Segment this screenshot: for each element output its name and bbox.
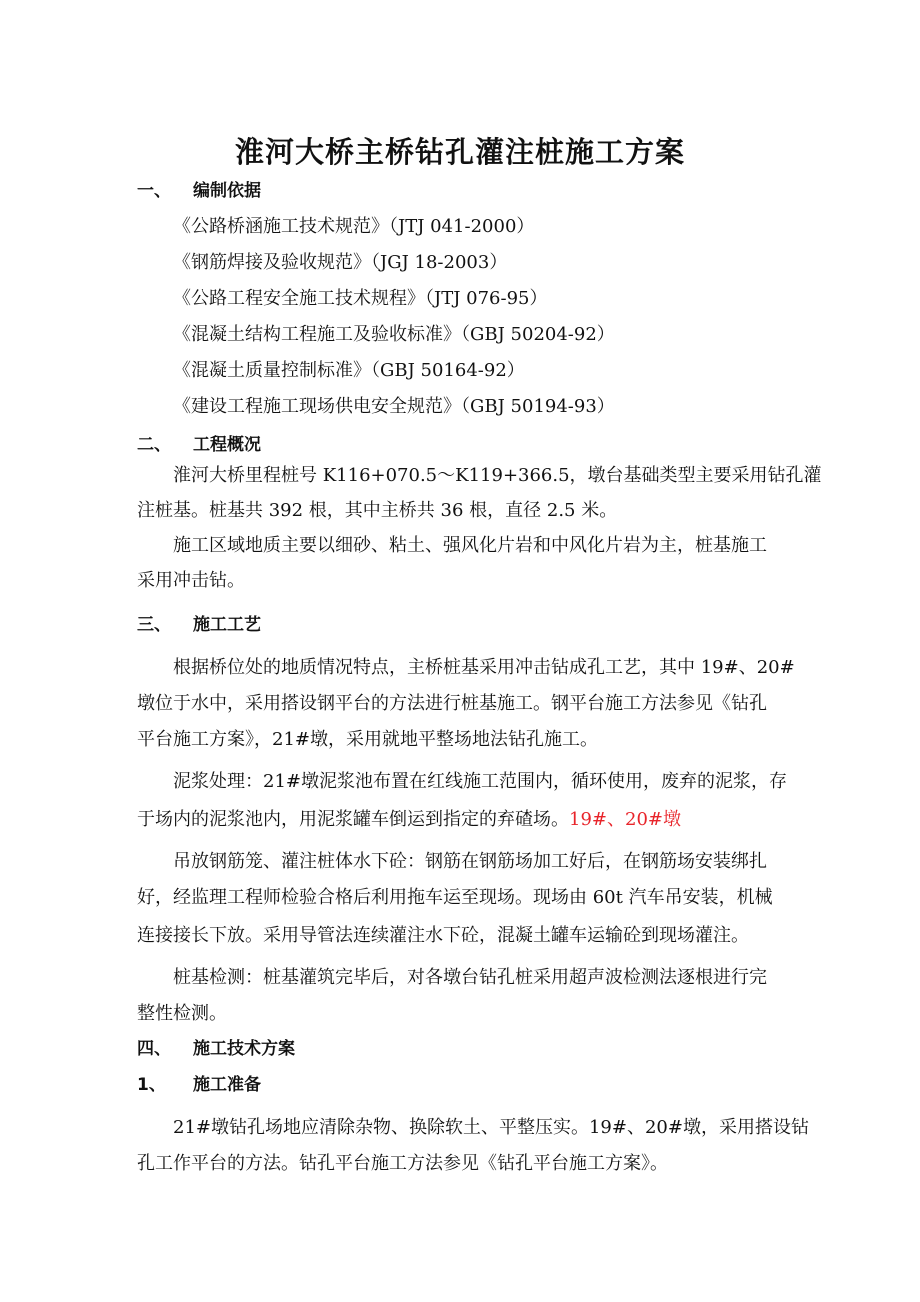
highlighted-text: 19#、20#墩 xyxy=(569,809,681,830)
paragraph-line: 施工区域地质主要以细砂、粘土、强风化片岩和中风化片岩为主，桩基施工 xyxy=(173,535,767,556)
paragraph-line: 连接接长下放。采用导管法连续灌注水下砼，混凝土罐车运输砼到现场灌注。 xyxy=(137,925,749,946)
section-number: 三、 xyxy=(137,615,171,635)
section-number: 一、 xyxy=(137,181,171,201)
paragraph-line: 桩基检测：桩基灌筑完毕后，对各墩台钻孔桩采用超声波检测法逐根进行完 xyxy=(173,967,767,988)
paragraph-line: 整性检测。 xyxy=(137,1003,227,1024)
section-heading-3 xyxy=(137,612,261,638)
section-heading-1 xyxy=(137,178,261,204)
paragraph-line: 墩位于水中，采用搭设钢平台的方法进行桩基施工。钢平台施工方法参见《钻孔 xyxy=(137,693,767,714)
document-title: 淮河大桥主桥钻孔灌注桩施工方案 xyxy=(234,135,685,169)
section-title: 编制依据 xyxy=(193,181,261,201)
section-number: 1、 xyxy=(137,1075,166,1095)
paragraph-line: 采用冲击钻。 xyxy=(137,570,245,591)
reference-item: 《钢筋焊接及验收规范》（JGJ 18-2003） xyxy=(173,252,508,273)
paragraph-line: 根据桥位处的地质情况特点，主桥桩基采用冲击钻成孔工艺，其中 19#、20# xyxy=(173,657,795,678)
paragraph-line: 平台施工方案》，21#墩，采用就地平整场地法钻孔施工。 xyxy=(137,729,598,750)
paragraph-line: 孔工作平台的方法。钻孔平台施工方法参见《钻孔平台施工方案》。 xyxy=(137,1153,668,1174)
paragraph-line: 好，经监理工程师检验合格后利用拖车运至现场。现场由 60t 汽车吊安装，机械 xyxy=(137,887,773,908)
section-heading-4 xyxy=(137,1036,295,1062)
section-title: 施工准备 xyxy=(193,1075,261,1095)
reference-item: 《公路桥涵施工技术规范》（JTJ 041-2000） xyxy=(173,216,535,237)
reference-item: 《建设工程施工现场供电安全规范》（GBJ 50194-93） xyxy=(173,396,615,417)
section-title: 工程概况 xyxy=(193,435,261,455)
reference-item: 《公路工程安全施工技术规程》（JTJ 076-95） xyxy=(173,288,548,309)
paragraph-line: 泥浆处理：21#墩泥浆池布置在红线施工范围内，循环使用，废弃的泥浆，存 xyxy=(173,771,787,792)
paragraph-text: 于场内的泥浆池内，用泥浆罐车倒运到指定的弃碴场。 xyxy=(137,809,569,830)
section-title: 施工工艺 xyxy=(193,615,261,635)
reference-item: 《混凝土结构工程施工及验收标准》（GBJ 50204-92） xyxy=(173,324,615,345)
reference-item: 《混凝土质量控制标准》（GBJ 50164-92） xyxy=(173,360,525,381)
paragraph-line: 吊放钢筋笼、灌注桩体水下砼：钢筋在钢筋场加工好后，在钢筋场安装绑扎 xyxy=(173,851,767,872)
section-title: 施工技术方案 xyxy=(193,1039,295,1059)
subsection-heading-1 xyxy=(137,1072,261,1098)
section-number: 四、 xyxy=(137,1039,171,1059)
paragraph-line: 注桩基。桩基共 392 根，其中主桥共 36 根，直径 2.5 米。 xyxy=(137,500,618,521)
paragraph-line xyxy=(137,807,681,833)
section-number: 二、 xyxy=(137,435,171,455)
paragraph-line: 淮河大桥里程桩号 K116+070.5～K119+366.5，墩台基础类型主要采用钻孔灌 xyxy=(173,465,822,486)
section-heading-2 xyxy=(137,432,261,458)
paragraph-line: 21#墩钻孔场地应清除杂物、换除软土、平整压实。19#、20#墩，采用搭设钻 xyxy=(173,1117,809,1138)
